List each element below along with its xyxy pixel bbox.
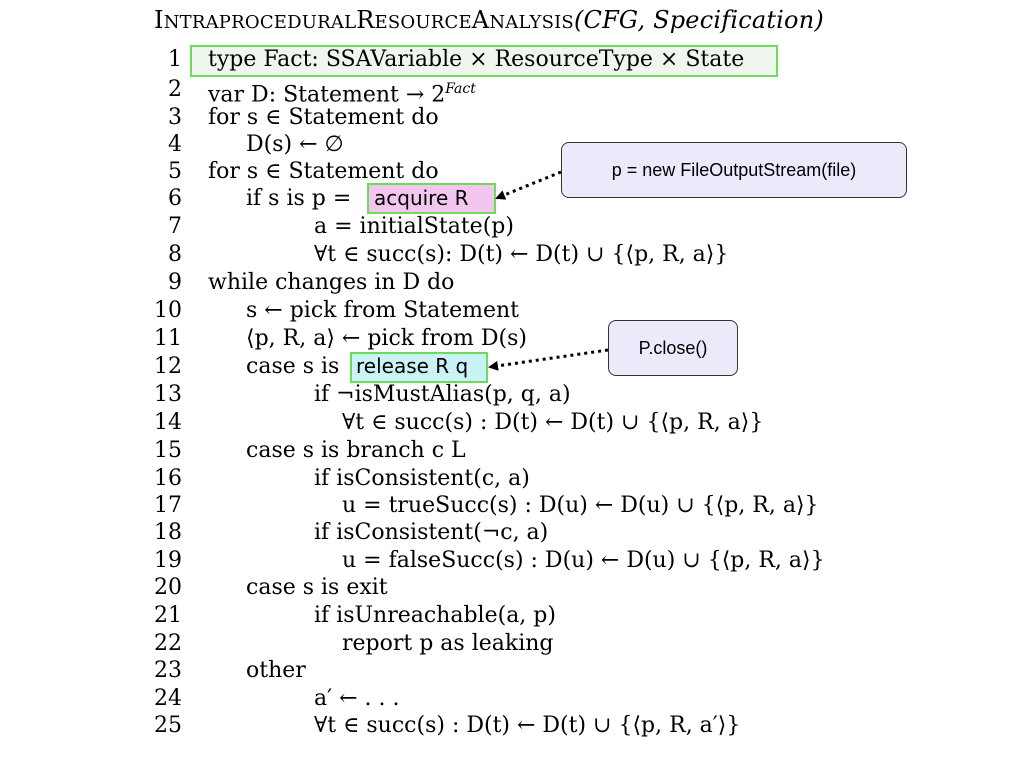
line-number: 19 [154, 548, 182, 573]
line-number: 1 [168, 47, 182, 72]
line-text: a = initialState(p) [314, 214, 514, 239]
line-text: if isConsistent(¬c, a) [314, 520, 549, 545]
line-number: 14 [154, 410, 182, 435]
acquire-callout-text: p = new FileOutputStream(file) [611, 159, 857, 180]
line-number: 21 [154, 603, 182, 628]
line-number: 17 [154, 493, 182, 518]
line-text: u = falseSucc(s) : D(u) ← D(u) ∪ {⟨p, R, a⟩} [342, 548, 825, 573]
title-args: (CFG, Specification) [573, 6, 824, 34]
line-text: var D: Statement → 2 [208, 82, 446, 108]
line-text: case s is branch c L [246, 438, 466, 463]
line-number: 12 [154, 354, 182, 379]
line-number: 7 [168, 214, 182, 239]
line-text: for s ∈ Statement do [208, 159, 439, 184]
line-text: if isConsistent(c, a) [314, 466, 530, 491]
line-number: 4 [168, 132, 182, 157]
line-text: ∀t ∈ succ(s): D(t) ← D(t) ∪ {⟨p, R, a⟩} [314, 242, 729, 267]
line-text: other [246, 658, 306, 683]
line-number: 10 [154, 298, 182, 323]
line-number: 13 [154, 382, 182, 407]
line-text: case s is [246, 354, 340, 379]
line-number: 23 [154, 658, 182, 683]
line-text: ⟨p, R, a⟩ ← pick from D(s) [246, 326, 527, 351]
line-number: 3 [168, 105, 182, 130]
release-callout-text: P.close() [638, 337, 708, 358]
title-word-3: ANALYSIS [471, 6, 574, 34]
line-text: a′ ← . . . [314, 686, 400, 711]
line-number: 5 [168, 159, 182, 184]
line-number: 18 [154, 520, 182, 545]
title-word-1: INTRAPROCEDURAL [154, 6, 357, 34]
release-label: release R q [356, 354, 469, 378]
line-text: for s ∈ Statement do [208, 105, 439, 130]
line-text: report p as leaking [342, 631, 554, 656]
superscript-fact: Fact [445, 81, 476, 97]
line-text: u = trueSucc(s) : D(u) ← D(u) ∪ {⟨p, R, a⟩} [342, 493, 819, 518]
line-text: s ← pick from Statement [246, 298, 520, 323]
line-text: if isUnreachable(a, p) [314, 603, 556, 628]
acquire-label: acquire R [374, 186, 469, 210]
line-text: ∀t ∈ succ(s) : D(t) ← D(t) ∪ {⟨p, R, a⟩} [342, 410, 764, 435]
line-text: type Fact: SSAVariable × ResourceType × State [208, 47, 745, 72]
line-number: 15 [154, 438, 182, 463]
line-number: 16 [154, 466, 182, 491]
line-number: 8 [168, 242, 182, 267]
release-arrow [490, 350, 608, 367]
acquire-arrow [497, 172, 561, 198]
line-number: 11 [154, 326, 182, 351]
line-text: case s is exit [246, 575, 388, 600]
line-number: 2 [168, 77, 182, 102]
title-word-2: RESOURCE [356, 6, 472, 34]
line-text: while changes in D do [208, 270, 455, 295]
line-number: 24 [154, 686, 182, 711]
line-number: 6 [168, 186, 182, 211]
line-number: 9 [168, 270, 182, 295]
line-text: D(s) ← ∅ [246, 132, 344, 157]
line-text: if ¬isMustAlias(p, q, a) [314, 382, 571, 407]
line-number: 20 [154, 575, 182, 600]
line-number: 22 [154, 631, 182, 656]
line-text: ∀t ∈ succ(s) : D(t) ← D(t) ∪ {⟨p, R, a′⟩} [314, 713, 741, 738]
line-text: if s is p = [246, 186, 352, 211]
line-number: 25 [154, 713, 182, 738]
